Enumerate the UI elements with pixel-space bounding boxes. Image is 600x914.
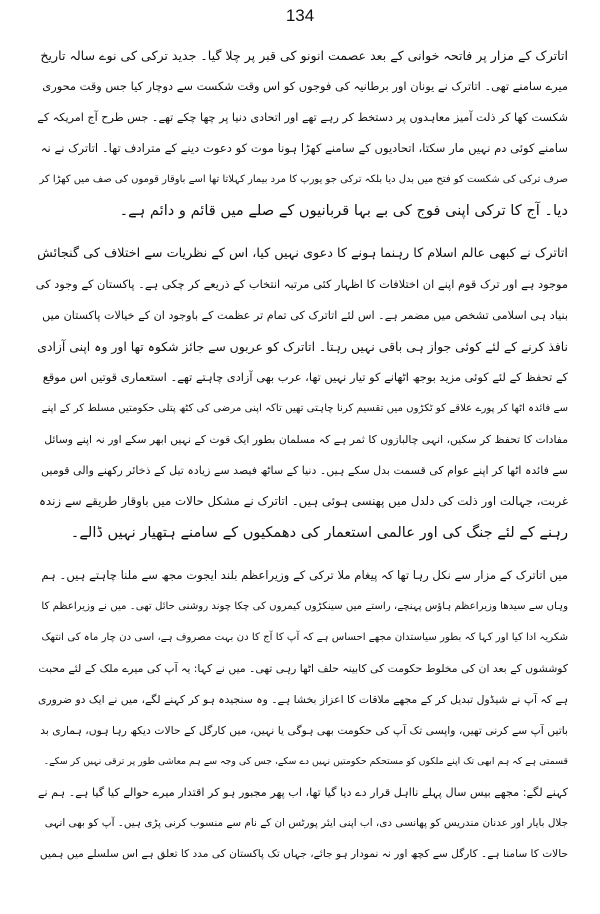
text-line: حالات کا سامنا ہے۔ کارگل سے کچھ اور نہ نمودار ہو جائے، جہاں تک پاکستان کی مدد کا تعلق ہے اس سلسلے میں ہمیں	[39, 848, 568, 860]
text-line: رہنے کے لئے جنگ کی اور عالمی استعمار کی دھمکیوں کے سامنے ہتھیار نہیں ڈالے۔	[70, 524, 568, 541]
text-line: میں اتاترک کے مزار سے نکل رہا تھا کہ پیغام ملا ترکی کے وزیراعظم بلند ایجوت مجھ سے ملنا چاہتے ہیں۔ ہم	[41, 568, 568, 582]
text-line: قسمتی ہے کہ ہم ابھی تک اپنے ملکوں کو مستحکم حکومتیں نہیں دے سکے، جس کی وجہ سے ہم معاشی طور پر ترقی نہیں کر سکے۔	[43, 756, 568, 767]
text-line: شکست کھا کر ذلت آمیز معاہدوں پر دستخط کر رہے تھے اور اتحادی دنیا پر چھا چکے تھے۔ جس طرح آج امریکہ کے	[37, 111, 568, 124]
paragraph-2	[36, 238, 568, 548]
page-number: 134	[285, 6, 315, 25]
text-line: باتیں آپ سے کرنی تھیں، واپسی تک آپ کی حکومت بھی ہوگی یا نہیں، میں کارگل کے حالات دیکھ رہا ہوں، ہماری بد	[40, 724, 568, 737]
text-line: مفادات کا تحفظ کر سکیں، انہی چالبازوں کا ثمر ہے کہ مسلمان بطور ایک قوت کے نہیں ابھر سکے اور نہ اپنے وسائل	[44, 433, 568, 446]
text-line: میرے سامنے تھی۔ اتاترک نے یونان اور برطانیہ کی فوجوں کو اس وقت شکست سے دوچار کیا جس وقت محوری	[42, 79, 568, 93]
text-line: کوششوں کے بعد ان کی مخلوط حکومت کی کابینہ حلف اٹھا رہی تھی۔ میں نے کہا: یہ آپ کی میرے ملک کے لئے محبت	[38, 662, 568, 675]
text-line: اتاترک نے کبھی عالم اسلام کا رہنما ہونے کا دعوی نہیں کیا، اس کے نظریات سے اختلاف کی گنجائش	[37, 246, 568, 261]
text-line: سامنے کوئی دم نہیں مار سکتا، اتحادیوں کے سامنے کھڑا ہونا موت کو دعوت دینے کے مترادف تھا۔ اتاترک نے نہ	[40, 141, 568, 155]
text-line: صرف ترکی کی شکست کو فتح میں بدل دیا بلکہ ترکی جو یورپ کا مرد بیمار کہلاتا تھا اسے باوقار قوموں کی صف میں کھڑا کر	[39, 174, 568, 185]
paragraph-1	[36, 40, 568, 226]
body-text	[36, 40, 568, 870]
paragraph-3	[36, 560, 568, 870]
text-line: دیا۔ آج کا ترکی اپنی فوج کی بے بہا قربانیوں کے صلے میں قائم و دائم ہے۔	[119, 202, 568, 219]
text-line: جلال بایار اور عدنان مندریس کو پھانسی دی، اب اپنی ایئر پورٹس ان کے نام سے منسوب کرنی پڑی ہیں۔ آپ کو بھی انہی	[44, 817, 568, 829]
text-line: بنیاد ہی اسلامی تشخص میں مضمر ہے۔ اس لئے اتاترک کی تمام تر عظمت کے باوجود ان کے خیالات پاکستان میں	[42, 309, 568, 322]
text-line: وہاں سے سیدھا وزیراعظم ہاؤس پہنچے، راستے میں سینکڑوں کیمروں کی چکا چوند روشنی حائل تھی۔ میں نے وزیراعظم کا	[41, 601, 568, 612]
text-line: سے فائدہ اٹھا کر اپنے عوام کی قسمت بدل سکے ہیں۔ دنیا کے ساٹھ فیصد سے زیادہ تیل کے ذخائر رکھنے والی قومیں	[41, 464, 568, 477]
text-line: غربت، جہالت اور ذلت کی دلدل میں پھنسی ہوئی ہیں۔ اتاترک نے مشکل حالات میں باوقار طریقے سے زندہ	[39, 494, 568, 508]
text-line: نافذ کرنے کے لئے کوئی جواز ہی باقی نہیں رہتا۔ اتاترک کو عربوں سے جائز شکوہ تھا اور وہ اپنی آزادی	[37, 339, 568, 354]
text-line: کے تحفظ کے لئے کوئی مزید بوجھ اٹھانے کو تیار نہیں تھا، عرب بھی آزادی چاہتے تھے۔ استعماری قوتیں اس موقع	[42, 370, 568, 384]
text-line: اتاترک کے مزار پر فاتحہ خوانی کے بعد عصمت انونو کی قبر پر چلا گیا۔ جدید ترکی کی نوے سالہ تاریخ	[40, 48, 568, 63]
text-line: شکریہ ادا کیا اور کہا کہ بطور سیاستدان مجھے احساس ہے کہ آپ کا آج کا دن بہت مصروف ہے، اسی دن چار ماہ کی انتھک	[41, 632, 568, 643]
text-line: کہنے لگے: مجھے بیس سال پہلے نااہل قرار دے دیا گیا تھا، اب پھر مجبور ہو کر اقتدار میرے حوالے کیا گیا ہے۔ ہم نے	[37, 786, 568, 799]
text-line: سے فائدہ اٹھا کر پورے علاقے کو ٹکڑوں میں تقسیم کرنا چاہتی تھیں تاکہ اپنی مرضی کی کٹھ پتلی حکومتیں مسلط کر کے اپنے	[41, 403, 568, 414]
text-line: ہے کہ آپ نے شیڈول تبدیل کر کے مجھے ملاقات کا اعزاز بخشا ہے۔ وہ سنجیدہ ہو کر کہنے لگے، میں نے ایک دو ضروری	[38, 693, 568, 706]
text-line: موجود ہے اور ترک قوم اپنے ان اختلافات کا اظہار کئی مرتبہ انتخاب کے ذریعے کر چکی ہے۔ پاکستان کے وجود کی	[36, 277, 568, 291]
